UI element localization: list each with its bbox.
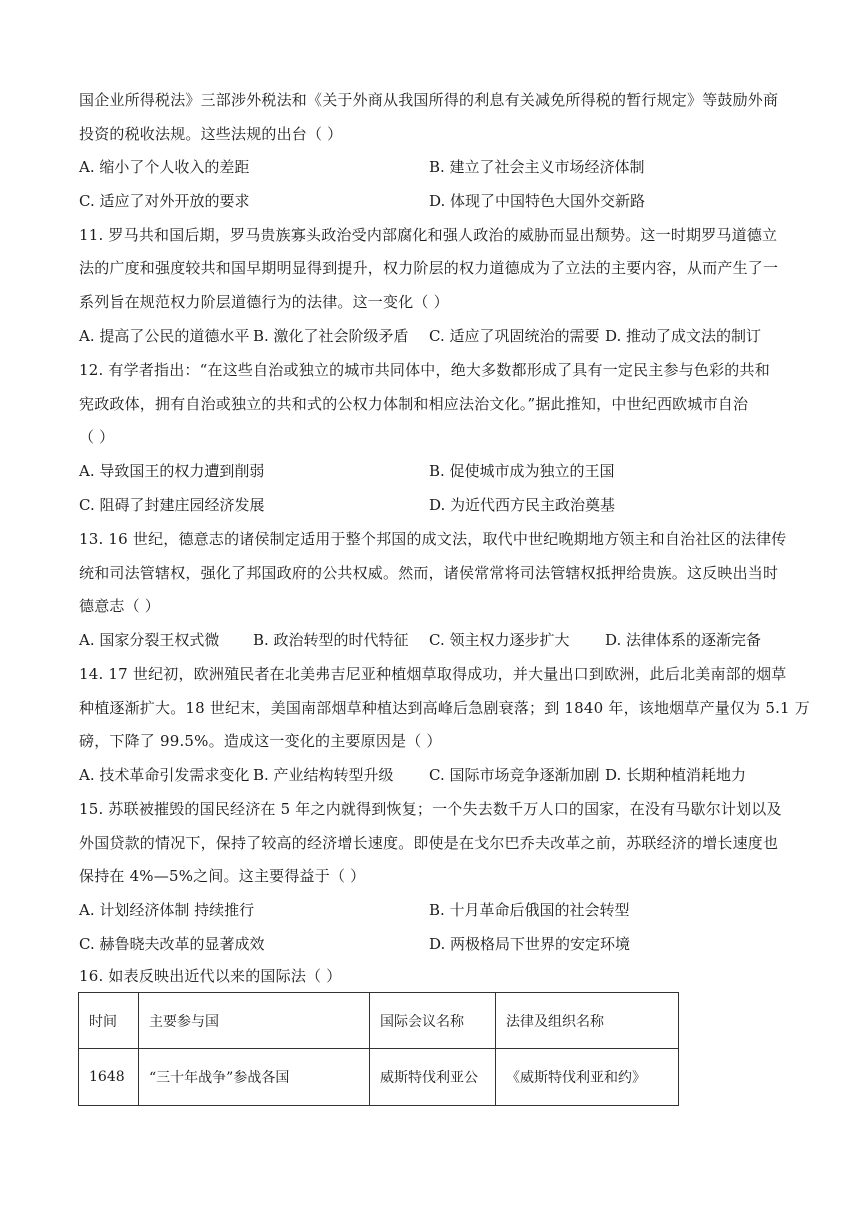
table-cell: 《威斯特伐利亚和约》 <box>496 1049 679 1106</box>
q14-line-2: 种植逐渐扩大。18 世纪末，美国南部烟草种植达到高峰后急剧衰落；到 1840 年，该地烟草产量仅为 5.1 万 <box>79 699 810 717</box>
q11-option-d[interactable]: D. 推动了成文法的制订 <box>605 327 762 345</box>
q10-option-a[interactable]: A. 缩小了个人收入的差距 <box>79 158 250 176</box>
q10-option-b[interactable]: B. 建立了社会主义市场经济体制 <box>429 158 645 176</box>
q15-option-d[interactable]: D. 两极格局下世界的安定环境 <box>429 935 631 953</box>
q13-line-2: 统和司法管辖权，强化了邦国政府的公共权威。然而，诸侯常常将司法管辖权抵押给贵族。这反映出当时 <box>79 564 779 582</box>
q12-option-d[interactable]: D. 为近代西方民主政治奠基 <box>429 496 616 514</box>
q15-line-1: 15. 苏联被摧毁的国民经济在 5 年之内就得到恢复；一个失去数千万人口的国家，在没有马歇尔计划以及 <box>79 800 782 818</box>
q10-line-1: 国企业所得税法》三部涉外税法和《关于外商从我国所得的利息有关减免所得税的暂行规定》等鼓励外商 <box>79 91 779 109</box>
q14-option-a[interactable]: A. 技术革命引发需求变化 <box>79 766 250 784</box>
table-row <box>79 1049 679 1106</box>
q15-line-3: 保持在 4%—5%之间。这主要得益于（ ） <box>79 867 366 885</box>
q14-option-b[interactable]: B. 产业结构转型升级 <box>253 766 394 784</box>
q11-option-a[interactable]: A. 提高了公民的道德水平 <box>79 327 250 345</box>
q13-option-c[interactable]: C. 领主权力逐步扩大 <box>429 631 570 649</box>
q16-stem: 16. 如表反映出近代以来的国际法（ ） <box>79 967 342 985</box>
table-cell: 1648 <box>79 1049 139 1106</box>
q10-line-2: 投资的税收法规。这些法规的出台（ ） <box>79 125 343 143</box>
q12-line-2: 宪政政体，拥有自治或独立的共和式的公权力体制和相应法治文化。”据此推知，中世纪西欧城市自治 <box>79 395 749 413</box>
table-header-cell: 时间 <box>79 993 139 1049</box>
table-header-cell: 法律及组织名称 <box>496 993 679 1049</box>
q12-option-c[interactable]: C. 阻碍了封建庄园经济发展 <box>79 496 265 514</box>
q11-option-c[interactable]: C. 适应了巩固统治的需要 <box>429 327 600 345</box>
q10-option-c[interactable]: C. 适应了对外开放的要求 <box>79 192 250 210</box>
table-header-cell: 国际会议名称 <box>370 993 496 1049</box>
q11-line-3: 系列旨在规范权力阶层道德行为的法律。这一变化（ ） <box>79 293 449 311</box>
q14-option-c[interactable]: C. 国际市场竞争逐渐加剧 <box>429 766 600 784</box>
q12-option-b[interactable]: B. 促使城市成为独立的王国 <box>429 462 615 480</box>
q15-option-a[interactable]: A. 计划经济体制 持续推行 <box>79 901 255 919</box>
q16-table <box>78 992 679 1106</box>
q13-option-b[interactable]: B. 政治转型的时代特征 <box>253 631 409 649</box>
q12-line-3: （ ） <box>79 428 115 446</box>
table-cell: “三十年战争”参战各国 <box>139 1049 370 1106</box>
q12-line-1: 12. 有学者指出：“在这些自治或独立的城市共同体中，绝大多数都形成了具有一定民主参与色彩的共和 <box>79 361 770 379</box>
q13-line-3: 德意志（ ） <box>79 597 160 615</box>
q14-line-3: 磅，下降了 99.5%。造成这一变化的主要原因是（ ） <box>79 732 442 750</box>
q13-option-d[interactable]: D. 法律体系的逐渐完备 <box>605 631 762 649</box>
q10-option-d[interactable]: D. 体现了中国特色大国外交新路 <box>429 192 646 210</box>
table-header-cell: 主要参与国 <box>139 993 370 1049</box>
q11-line-1: 11. 罗马共和国后期，罗马贵族寡头政治受内部腐化和强人政治的威胁而显出颓势。这一时期罗马道德立 <box>79 226 778 244</box>
q13-option-a[interactable]: A. 国家分裂王权式微 <box>79 631 220 649</box>
q15-line-2: 外国贷款的情况下，保持了较高的经济增长速度。即使是在戈尔巴乔夫改革之前，苏联经济的增长速度也 <box>79 834 779 852</box>
q14-option-d[interactable]: D. 长期种植消耗地力 <box>605 766 747 784</box>
q11-line-2: 法的广度和强度较共和国早期明显得到提升，权力阶层的权力道德成为了立法的主要内容，从而产生了一 <box>79 259 779 277</box>
q15-option-c[interactable]: C. 赫鲁晓夫改革的显著成效 <box>79 935 265 953</box>
q15-option-b[interactable]: B. 十月革命后俄国的社会转型 <box>429 901 630 919</box>
table-header-row <box>79 993 679 1049</box>
q13-line-1: 13. 16 世纪，德意志的诸侯制定适用于整个邦国的成文法，取代中世纪晚期地方领主和自治社区的法律传 <box>79 530 787 548</box>
q12-option-a[interactable]: A. 导致国王的权力遭到削弱 <box>79 462 265 480</box>
q11-option-b[interactable]: B. 激化了社会阶级矛盾 <box>253 327 409 345</box>
q14-line-1: 14. 17 世纪初，欧洲殖民者在北美弗吉尼亚种植烟草取得成功，并大量出口到欧洲，此后北美南部的烟草 <box>79 665 787 683</box>
table-cell: 威斯特伐利亚公 <box>370 1049 496 1106</box>
